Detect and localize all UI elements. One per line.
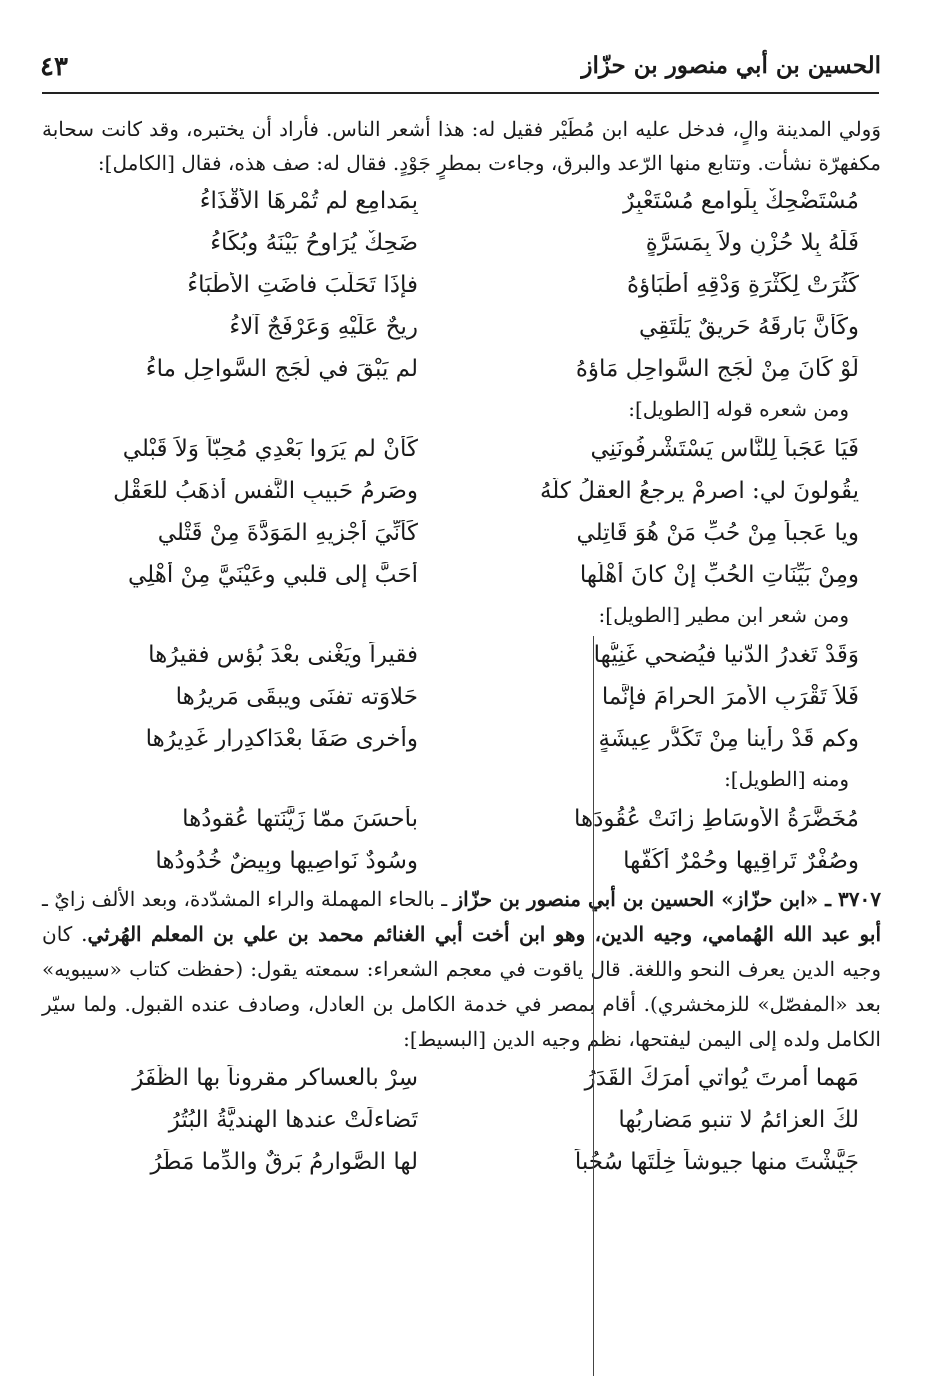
verse [42, 718, 881, 760]
verse-first-hemistich: كَثُرَتْ لِكَثْرَةِ وَدْقِهِ أَطْبَاؤهُ [626, 272, 859, 298]
verse-second-hemistich: أَحَبَّ إلى قلبي وعَيْنَيَّ مِنْ أَهْلِي [127, 562, 418, 588]
verse [42, 348, 881, 390]
verse-second-hemistich: لها الصَّوارِمُ بَرقٌ والدِّما مَطَرُ [150, 1149, 418, 1175]
verse-second-hemistich: بأَحسَنَ ممّا زَيَّنَتها عُقودُها [182, 806, 418, 832]
verse-second-hemistich: فإِذَا تَحَلَّبَ فاضَتِ الأَطْبَاءُ [187, 272, 418, 298]
verse-second-hemistich: وأُخرى صَفَا بعْدَاكدِرارٍ غَدِيرُها [145, 726, 418, 752]
poem [42, 1057, 881, 1183]
verse-second-hemistich: كَأَنِّيَ أَجْزِيهِ المَوَدَّةَ مِنْ قَتْلي [157, 520, 418, 546]
header-divider [42, 92, 879, 94]
verse-first-hemistich: مُسْتَضْحِكٌ بِلَوامعٍ مُسْتَعْبِرٌ [623, 188, 859, 214]
poem [42, 428, 881, 596]
verse [42, 470, 881, 512]
page-number: ٤٣ [40, 52, 68, 82]
verse-first-hemistich: ومِنْ بَيِّنَاتِ الحُبِّ إِنْ كانَ أَهْلُها [579, 562, 859, 588]
entry-heading-text: ٣٧٠٧ ـ «ابن حزّاز» الحسين بن أبي منصور بن حزّاز [453, 887, 882, 911]
verse-first-hemistich: لَوْ كَانَ مِنْ لُجَجِ السَّواحِلِ مَاؤهُ [575, 356, 859, 382]
poem-intro: ومن شعره قوله [الطويل]: [628, 397, 849, 421]
verse [42, 554, 881, 596]
poem [42, 180, 881, 390]
verse [42, 428, 881, 470]
verse-second-hemistich: بِمَدامِعٍ لم تُمْرِهَا الأَقْذَاءُ [199, 188, 418, 214]
verse-second-hemistich: تَضاءلَتْ عندها الهِنديَّةُ البُتُرُ [168, 1107, 418, 1133]
verse-first-hemistich: يقُولونَ لي: اصرِمْ يرجعُ العقلُ كلّهُ [539, 478, 859, 504]
verse-first-hemistich: فَلَهُ بِلا حُزْنٍ ولاَ بِمَسَرَّةٍ [645, 230, 859, 256]
verse-first-hemistich: فَلاَ تَقْرَبِ الأَمرَ الحرامَ فإنَّما [601, 684, 859, 710]
verse-second-hemistich: كَأَنْ لم يَرَوا بَعْدِي مُحِبّاً وَلاَ قَبْلي [122, 436, 418, 462]
entry-text: . كان وجيه الدين يعرف النحو واللغة. قال ياقوت في معجم الشعراء: سمعته يقول: (حفظت كتاب «سيبويه» بعد «المفصّل» للزمخشري). أقام بمصر في خدمة الكامل بن العادل، وصادف عنده القبول. ولما سيّر الكامل ولده إلى اليمن ليفتحها، نظم وجيه الدين [البسيط]: [42, 922, 881, 1051]
verse-second-hemistich: ضَحِكٌ يُرَاوِحُ بَيْنَهُ وبُكَاءُ [210, 230, 418, 256]
verse-first-hemistich: وصُفْرٌ تَراقِيها وحُمْرٌ أكُفُّها [623, 848, 859, 874]
page-body [42, 112, 881, 1183]
verse [42, 512, 881, 554]
page-header [40, 52, 881, 92]
verse [42, 222, 881, 264]
verse [42, 1099, 881, 1141]
verse-second-hemistich: حَلاوَته تفنَى ويبقَى مَرِيرُها [175, 684, 418, 710]
verse-second-hemistich: وصَرمُ حَبيبِ النَّفسِ أذهَبُ للعَقْلِ [113, 478, 418, 504]
verse [42, 1057, 881, 1099]
running-title: الحسين بن أبي منصور بن حزّاز [581, 52, 881, 79]
verse-first-hemistich: جَيَّشْتَ منها جيوشاً خِلْتَها سُحُباً [574, 1149, 859, 1175]
verse-first-hemistich: ويا عَجباً مِنْ حُبِّ مَنْ هُوَ قَاتِلي [576, 520, 859, 546]
verse-second-hemistich: فقيراً ويَغْنى بعْدَ بُؤسٍ فقيرُها [148, 642, 418, 668]
verse-first-hemistich: مُخَضَّرَةُ الأَوسَاطِ زانَتْ عُقُودَها [573, 806, 859, 832]
scan-crease-line [593, 636, 594, 1376]
verse-second-hemistich: لم يَبْقَ في لُجَجِ السَّواحِلِ ماءُ [145, 356, 418, 382]
verse-first-hemistich: مَهما أمرتَ يُواتي أمرَكَ القَدَرُ [584, 1065, 859, 1091]
biography-entry [42, 882, 881, 1057]
verse-first-hemistich: فَيَا عَجَباً لِلنَّاسِ يَسْتَشْرِفُونَنِي [590, 436, 859, 462]
poem-intro: ومن شعر ابن مطير [الطويل]: [598, 603, 849, 627]
verse [42, 840, 881, 882]
verse-first-hemistich: وكَأَنَّ بَارِقَهُ حَرِيقٌ يَلْتَقِي [639, 314, 859, 340]
verse-first-hemistich: وكم قَدْ رأينا مِنْ تَكَدُّرِ عِيشَةٍ [598, 726, 859, 752]
verse-first-hemistich: وَقَدْ تَغدرُ الدّنيا فيُضحي غَنِيُّها [593, 642, 859, 668]
verse-second-hemistich: رِيحٌ عَلَيْهِ وَعَرْفَجٌ آلاءُ [229, 314, 418, 340]
verse [42, 180, 881, 222]
verse [42, 306, 881, 348]
poem-intro: ومنه [الطويل]: [724, 767, 849, 791]
paragraph: وَولي المدينة والٍ، فدخل عليه ابن مُطَيْر فقيل له: هذا أشعر الناس. فأراد أن يختبره، وقد كانت سحابة مكفهرّة نشأت. وتتابع منها الرّعد والبرق، وجاءت بمطرٍ جَوْدٍ. فقال له: صف هذه، فقال [الكامل]: [42, 117, 881, 175]
verse-first-hemistich: لكَ العزائمُ لا تنبو مَضارِبُها [618, 1107, 859, 1133]
entry-heading-text: أبو عبد الله الهُمامي، وجيه الدين، وهو ابن أخت أبي الغنائم محمد بن علي بن المعلم الهُرثي [87, 922, 881, 946]
poem [42, 634, 881, 760]
entry-text: ـ بالحاء المهملة والراء المشدّدة، وبعد الألف زايٌ ـ [42, 887, 454, 911]
verse [42, 676, 881, 718]
verse-second-hemistich: سِرْ بالعساكرِ مقروناً بها الظَّفَرُ [132, 1065, 418, 1091]
verse [42, 1141, 881, 1183]
verse [42, 634, 881, 676]
verse [42, 264, 881, 306]
poem [42, 798, 881, 882]
verse [42, 798, 881, 840]
verse-second-hemistich: وسُودٌ نَواصِيها وبِيضٌ خُدُودُها [155, 848, 418, 874]
